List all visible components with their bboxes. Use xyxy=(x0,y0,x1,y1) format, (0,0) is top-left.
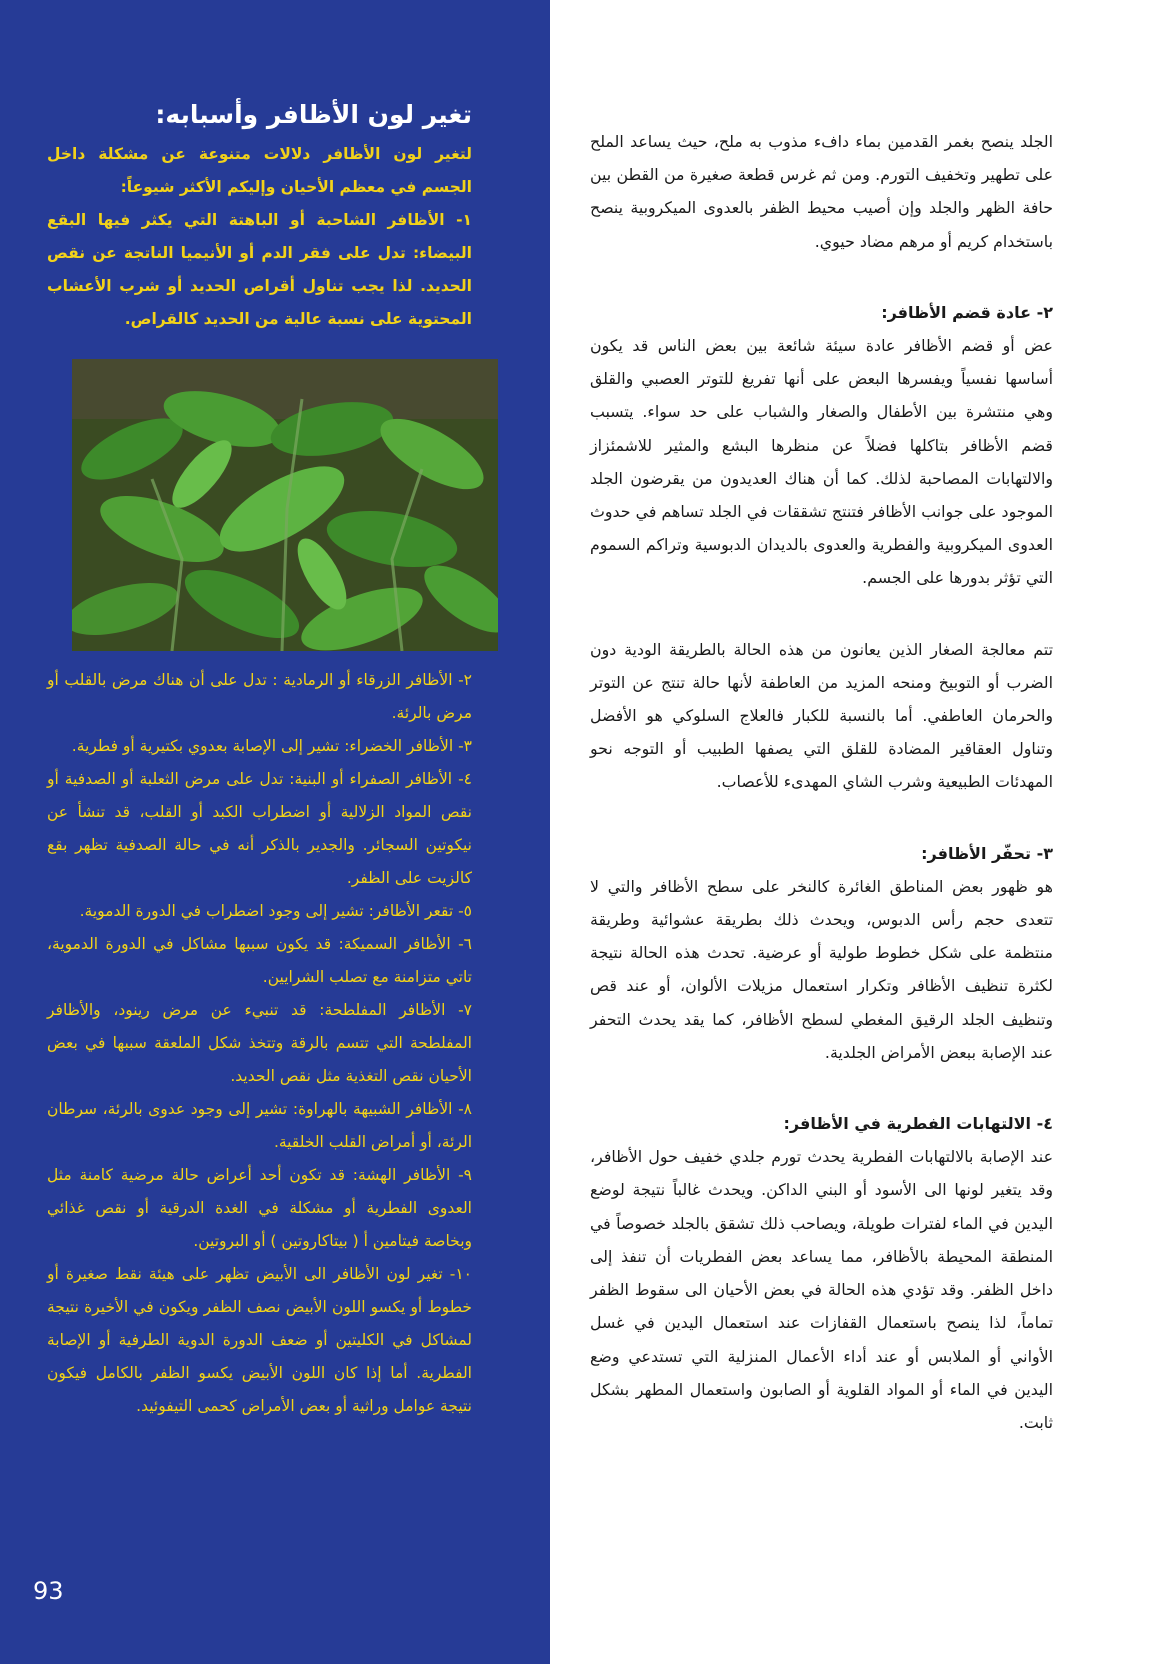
spacer xyxy=(590,799,1053,837)
spacer xyxy=(590,1069,1053,1107)
list-item-2: ٢- الأظافر الزرقاء أو الرمادية : تدل على أن هناك مرض بالقلب أو مرض بالرئة. xyxy=(47,671,472,722)
list-item-7: ٧- الأظافر المفلطحة: قد تنبيء عن مرض رينود، والأظافر المفلطحة التي تتسم بالرقة وتتخذ شكل الملعقة سببها في بعض الأحيان نقص التغذية مثل نقص الحديد. xyxy=(47,1001,472,1085)
paragraph-nail-biting: عض أو قضم الأظافر عادة سيئة شائعة بين بعض الناس قد يكون أساسها نفسياً ويفسرها البعض على أنها تفريغ للتوتر العصبي والقلق وهي منتشرة بين الأطفال والصغار والشباب على حد سواء. يتسبب قضم الأظافر بتاكلها فضلاً عن منظرها البشع والمثير للاشمئزاز والالتهابات المصاحبة لذلك. كما أن هناك العديدون من يقرضون الجلد الموجود على جوانب الأظافر فتنتج تشققات في الجلد تساهم في حدوث العدوى الميكروبية والفطرية والعدوى بالديدان الدبوسية وتراكم السموم التي تؤثر بدورها على الجسم. xyxy=(590,336,1053,588)
left-text-block-2 xyxy=(47,664,472,1423)
list-item-1: ١- الأظافر الشاحبة أو الباهتة التي يكثر فيها البقع البيضاء: تدل على فقر الدم أو الأنيميا الناتجة عن نقص الحديد. لذا يجب تناول أقراص الحديد أو شرب الأعشاب المحتوية على نسبة عالية من الحديد كالقراص. xyxy=(47,211,472,328)
paragraph-nail-pitting: هو ظهور بعض المناطق الغائرة كالنخر على سطح الأظافر والتي لا تتعدى حجم رأس الدبوس، ويحدث ذلك بطريقة عشوائية وطريقة منتظمة على شكل خطوط طولية أو عرضية. تحدث هذه الحالة نتيجة لكثرة تنظيف الأظافر وتكرار استعمال مزيلات الألوان، أو عند قص وتنظيف الجلد الرقيق المغطي لسطح الأظافر، كما يقد يحدث التحفر عند الإصابة ببعض الأمراض الجلدية. xyxy=(590,876,1053,1062)
spacer xyxy=(590,595,1053,633)
paragraph-top: الجلد ينصح بغمر القدمين بماء دافء مذوب به ملح، حيث يساعد الملح على تطهير وتخفيف التورم. ومن ثم غرس قطعة صغيرة من القطن بين حافة الظهر والجلد وإن أصيب محيط الظفر بالعدوى الميكروبية ينصح باستخدام كريم أو مرهم مضاد حيوي. xyxy=(590,132,1053,251)
heading-nail-pitting: ٣- تحفّر الأظافر: xyxy=(921,843,1053,863)
paragraph-fungal-infections: عند الإصابة بالالتهابات الفطرية يحدث تورم جلدي خفيف حول الأظافر، وقد يتغير لونها الى الأسود أو البني الداكن. ويحدث غالباً نتيجة لوضع اليدين في الماء لفترات طويلة، ويصاحب ذلك تشقق بالجلد خصوصاً في المنطقة المحيطة بالأظافر، مما يساعد بعض الفطريات أن تنفذ إلى داخل الظفر. وقد تؤدي هذه الحالة في بعض الأحيان الى سقوط الظفر تماماً، لذا ينصح باستعمال القفازات عند استعمال اليدين في غسل الأواني أو الملابس أو عند أداء الأعمال المنزلية التي تستدعي وضع اليدين في الماء أو المواد القلوية أو الصابون واستعمال المطهر بشكل ثابت. xyxy=(590,1147,1053,1432)
list-item-9: ٩- الأظافر الهشة: قد تكون أحد أعراض حالة مرضية كامنة مثل العدوى الفطرية أو مشكلة في الغدة الدرقية أو نقص غذائي وبخاصة فيتامين أ ( بيتاكاروتين ) أو البروتين. xyxy=(47,1166,472,1250)
list-item-3: ٣- الأظافر الخضراء: تشير إلى الإصابة بعدوي بكتيرية أو فطرية. xyxy=(71,737,472,755)
section-title-nail-color: تغير لون الأظافر وأسبابه: xyxy=(155,100,472,129)
list-item-8: ٨- الأظافر الشبيهة بالهراوة: تشير إلى وجود عدوى بالرئة، سرطان الرئة، أو أمراض القلب الخلقية. xyxy=(47,1100,472,1151)
left-text-block-1 xyxy=(47,138,472,336)
intro-paragraph: لتغير لون الأظافر دلالات متنوعة عن مشكلة داخل الجسم في معظم الأحيان وإليكم الأكثر شيوعاً: xyxy=(47,145,472,196)
list-item-6: ٦- الأظافر السميكة: قد يكون سببها مشاكل في الدورة الدموية، تاتي متزامنة مع تصلب الشرايين. xyxy=(47,935,472,986)
heading-nail-biting: ٢- عادة قضم الأظافر: xyxy=(881,302,1053,322)
nettle-plant-image xyxy=(72,359,498,651)
list-item-4: ٤- الأظافر الصفراء أو البنية: تدل على مرض الثعلبة أو الصدفية أو نقص المواد الزلالية أو اضطراب الكبد أو القلب، قد تنشأ عن نيكوتين السجائر. والجدير بالذكر أنه في حالة الصدفية تظهر بقع كالزيت على الظفر. xyxy=(47,770,472,887)
list-item-5: ٥- تقعر الأظافر: تشير إلى وجود اضطراب في الدورة الدموية. xyxy=(79,902,472,920)
left-column-panel xyxy=(0,0,550,1664)
heading-fungal-infections: ٤- الالتهابات الفطرية في الأظافر: xyxy=(783,1114,1053,1134)
list-item-10: ١٠- تغير لون الأظافر الى الأبيض تظهر على هيئة نقط صغيرة أو خطوط أو يكسو اللون الأبيض نصف الظفر ويكون في الأخيرة نتيجة لمشاكل في الكليتين أو ضعف الدورة الدوية الطرفية أو الإصابة الفطرية. أما إذا كان اللون الأبيض يكسو الظفر بالكامل فيكون نتيجة عوامل وراثية أو بعض الأمراض كحمى التيفوئيد. xyxy=(47,1265,472,1415)
paragraph-treatment: تتم معالجة الصغار الذين يعانون من هذه الحالة بالطريقة الودية دون الضرب أو التوبيخ ومنحه المزيد من العاطفة لأنها حالة تنتج عن التوتر والحرمان العاطفي. أما بالنسبة للكبار فالعلاج السلوكي هو الأفضل وتناول العقاقير المضادة للقلق التي يصفها الطبيب أو التوجه نحو المهدئات الطبيعية وشرب الشاي المهدىء للأعصاب. xyxy=(590,639,1053,792)
spacer xyxy=(590,258,1053,296)
right-column-text xyxy=(590,125,1053,1439)
page-number: 93 xyxy=(33,1577,64,1605)
plant-photo xyxy=(72,359,498,651)
